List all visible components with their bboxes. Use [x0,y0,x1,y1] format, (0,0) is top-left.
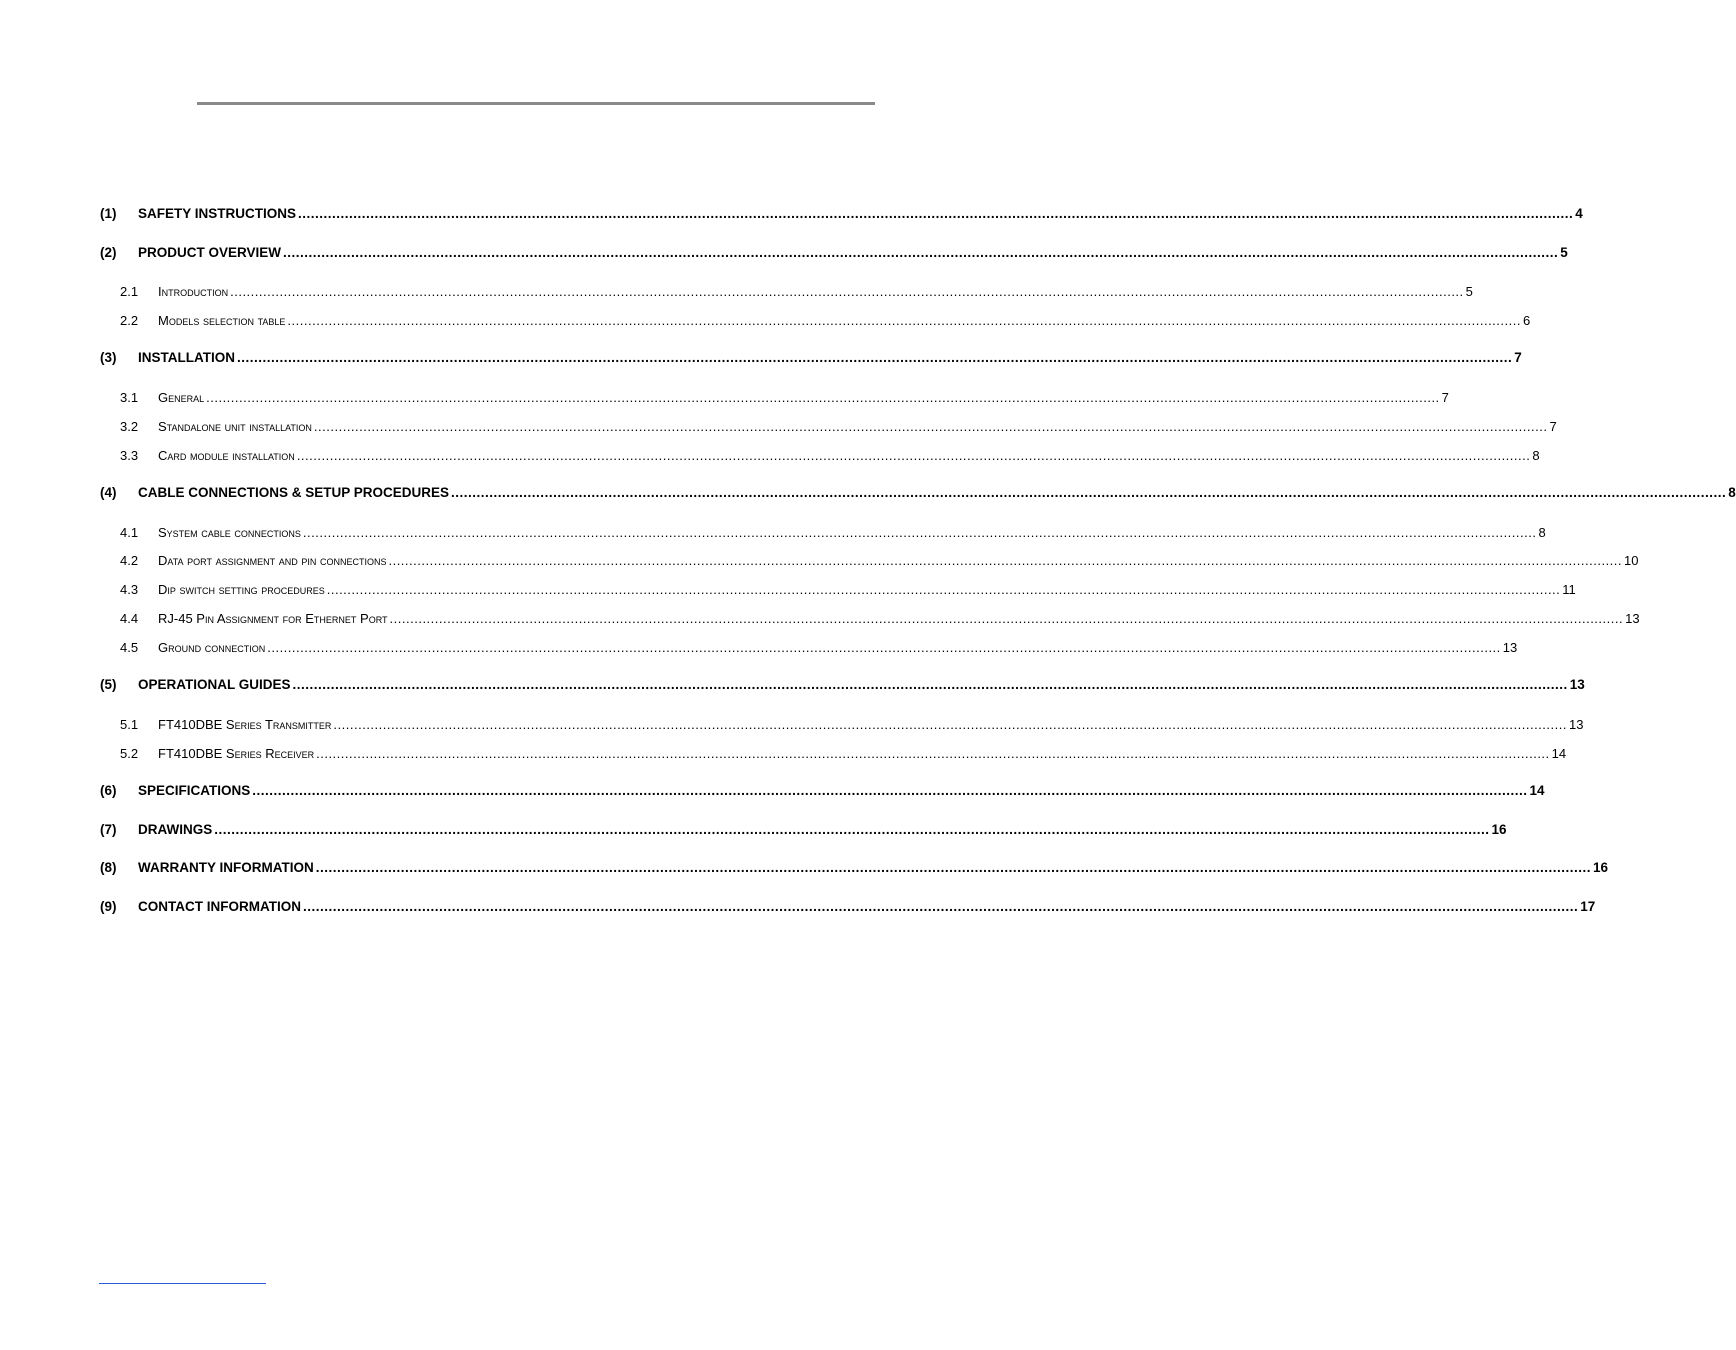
toc-leader-dots: ............................................................................................................................................................................................................................................................................................................ [313,419,1548,434]
toc-entry-number: 4.2 [120,553,139,568]
toc-entry-title: FT410DBE Series Transmitter [158,717,332,732]
toc-leader-dots: ............................................................................................................................................................................................................................................................................................................ [206,390,1440,405]
toc-leader-dots: ............................................................................................................................................................................................................................................................................................................ [230,284,1464,299]
toc-entry-title: SAFETY INSTRUCTIONS [138,206,297,221]
toc-leader-dots: ............................................................................................................................................................................................................................................................................................................ [298,206,1574,221]
toc-entry-page: 5 [1465,284,1473,299]
toc-entry-page: 13 [1568,717,1584,732]
toc-entry-2-1[interactable] [100,284,1473,304]
toc-entry-title: Dip switch setting procedures [158,582,325,597]
toc-entry-page: 8 [1728,485,1736,500]
toc-entry-title: Card module installation [158,448,295,463]
toc-leader-dots: ............................................................................................................................................................................................................................................................................................................ [287,313,1521,328]
toc-entry-number: 4.5 [120,640,139,655]
toc-entry-page: 6 [1522,313,1531,328]
toc-entry-3-3[interactable] [100,448,1540,468]
toc-entry-number: 2.1 [120,284,139,299]
toc-entry-title: INSTALLATION [138,350,235,365]
toc-entry-page: 14 [1551,746,1567,761]
toc-entry-4-1[interactable] [100,525,1546,545]
toc-entry-page: 7 [1549,419,1557,434]
toc-entry-6[interactable] [100,783,1545,803]
toc-leader-dots: ............................................................................................................................................................................................................................................................................................................ [388,553,1623,568]
toc-leader-dots: ............................................................................................................................................................................................................................................................................................................ [267,640,1501,655]
toc-entry-2-2[interactable] [100,313,1531,333]
toc-entry-number: 4.1 [120,525,139,540]
toc-entry-number: 3.1 [120,390,139,405]
toc-entry-title: System cable connections [158,525,301,540]
toc-leader-dots: ............................................................................................................................................................................................................................................................................................................ [451,485,1727,500]
toc-entry-2[interactable] [100,245,1568,265]
toc-entry-1[interactable] [100,206,1583,226]
toc-entry-7[interactable] [100,822,1507,842]
toc-entry-page: 16 [1491,822,1507,837]
toc-leader-dots: ............................................................................................................................................................................................................................................................................................................ [214,822,1490,837]
toc-entry-title: Introduction [158,284,229,299]
toc-entry-page: 13 [1569,677,1585,692]
toc-entry-number: (2) [100,245,117,260]
toc-entry-number: 4.3 [120,582,139,597]
header-rule [197,102,875,105]
toc-entry-5-1[interactable] [100,717,1584,737]
toc-entry-page: 8 [1532,448,1540,463]
toc-entry-page: 13 [1502,640,1518,655]
toc-leader-dots: ............................................................................................................................................................................................................................................................................................................ [237,350,1513,365]
toc-entry-page: 17 [1580,899,1596,914]
toc-entry-number: 5.1 [120,717,139,732]
toc-entry-title: FT410DBE Series Receiver [158,746,315,761]
toc-entry-page: 4 [1575,206,1583,221]
toc-entry-4-5[interactable] [100,640,1518,660]
toc-entry-page: 5 [1560,245,1568,260]
toc-entry-page: 7 [1441,390,1449,405]
toc-entry-number: 5.2 [120,746,139,761]
toc-leader-dots: ............................................................................................................................................................................................................................................................................................................ [315,860,1591,875]
toc-entry-number: (8) [100,860,117,875]
toc-entry-number: (5) [100,677,117,692]
toc-entry-page: 7 [1514,350,1522,365]
toc-entry-number: (1) [100,206,117,221]
toc-entry-title: General [158,390,205,405]
toc-leader-dots: ............................................................................................................................................................................................................................................................................................................ [296,448,1531,463]
toc-entry-page: 11 [1562,582,1576,597]
toc-entry-title: SPECIFICATIONS [138,783,251,798]
toc-entry-page: 16 [1592,860,1609,875]
toc-entry-page: 14 [1529,783,1545,798]
toc-leader-dots: ............................................................................................................................................................................................................................................................................................................ [283,245,1559,260]
toc-entry-title: WARRANTY INFORMATION [138,860,314,875]
toc-entry-4-4[interactable] [100,611,1640,631]
toc-entry-number: (6) [100,783,117,798]
toc-entry-9[interactable] [100,899,1596,919]
toc-entry-number: (9) [100,899,117,914]
toc-entry-4-2[interactable] [100,553,1639,573]
toc-entry-5-2[interactable] [100,746,1567,766]
toc-entry-number: 3.3 [120,448,139,463]
toc-entry-title: Models selection table [158,313,286,328]
toc-entry-title: Standalone unit installation [158,419,312,434]
toc-entry-4[interactable] [100,485,1736,505]
toc-entry-5[interactable] [100,677,1585,697]
toc-leader-dots: ............................................................................................................................................................................................................................................................................................................ [389,611,1624,626]
toc-entry-8[interactable] [100,860,1609,880]
toc-entry-4-3[interactable] [100,582,1576,602]
toc-leader-dots: ............................................................................................................................................................................................................................................................................................................ [316,746,1550,761]
toc-entry-page: 13 [1625,611,1640,626]
toc-entry-title: CONTACT INFORMATION [138,899,301,914]
toc-entry-3-1[interactable] [100,390,1449,410]
toc-entry-3[interactable] [100,350,1522,370]
toc-entry-title: Data port assignment and pin connections [158,553,387,568]
toc-entry-title: DRAWINGS [138,822,213,837]
toc-entry-number: (3) [100,350,117,365]
toc-leader-dots: ............................................................................................................................................................................................................................................................................................................ [326,582,1561,597]
toc-entry-page: 10 [1624,553,1639,568]
toc-entry-title: OPERATIONAL GUIDES [138,677,291,692]
toc-leader-dots: ............................................................................................................................................................................................................................................................................................................ [292,677,1568,692]
toc-leader-dots: ............................................................................................................................................................................................................................................................................................................ [252,783,1528,798]
toc-entry-3-2[interactable] [100,419,1557,439]
toc-entry-number: 4.4 [120,611,139,626]
toc-leader-dots: ............................................................................................................................................................................................................................................................................................................ [302,525,1537,540]
toc-entry-title: Ground connection [158,640,266,655]
toc-entry-number: 2.2 [120,313,139,328]
toc-entry-title: CABLE CONNECTIONS & SETUP PROCEDURES [138,485,450,500]
toc-entry-number: 3.2 [120,419,139,434]
toc-entry-number: (4) [100,485,117,500]
toc-leader-dots: ............................................................................................................................................................................................................................................................................................................ [333,717,1567,732]
toc-leader-dots: ............................................................................................................................................................................................................................................................................................................ [302,899,1579,914]
toc-entry-title: RJ-45 Pin Assignment for Ethernet Port [158,611,388,626]
toc-entry-number: (7) [100,822,117,837]
toc-entry-title: PRODUCT OVERVIEW [138,245,282,260]
footer-link-underline[interactable] [99,1283,266,1284]
toc-entry-page: 8 [1538,525,1546,540]
